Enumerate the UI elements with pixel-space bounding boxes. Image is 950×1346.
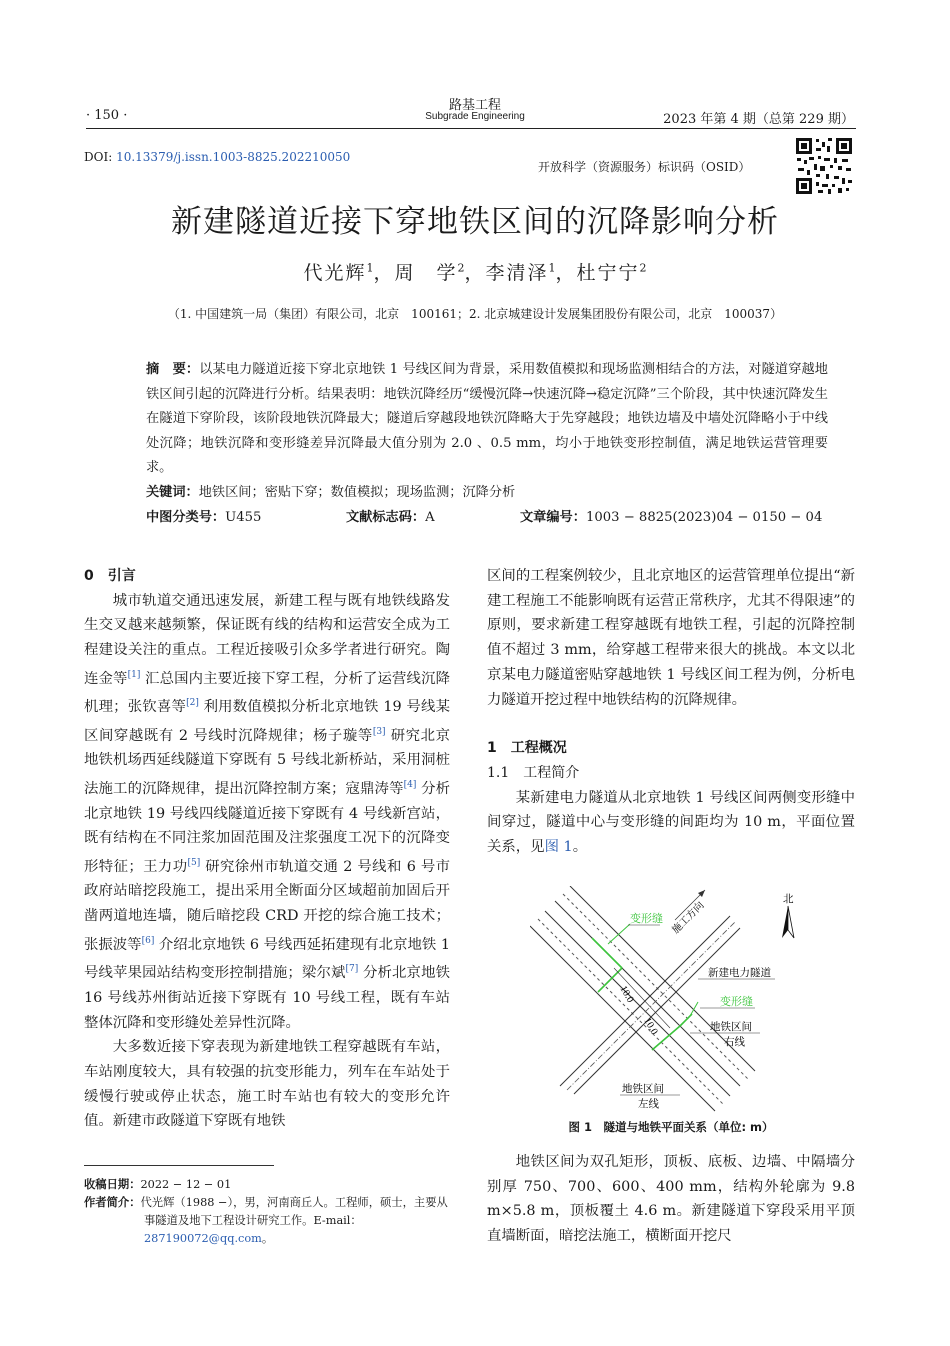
footnote xyxy=(84,1176,450,1248)
right-line-label-1: 地铁区间 xyxy=(710,1021,752,1033)
footnote-rule xyxy=(84,1165,274,1166)
citation-ref[interactable]: [7] xyxy=(345,964,359,975)
author-affil-sup: 1 xyxy=(548,261,556,275)
text-run: 城市轨道交通迅速发展，新建工程与既有地铁线路发生交叉越来越频繁，保证既有线的结构和运营安全成为工程建设关注的重点。工程近接吸引众多学者进行研究。陶连金等 xyxy=(84,592,450,687)
bio-text: 代光辉（1988 −），男，河南商丘人。工程师，硕士，主要从事隧道及地下工程设计研究工作。E-mail： xyxy=(140,1196,448,1227)
bio-end: 。 xyxy=(261,1232,274,1245)
keywords-text: 地铁区间；密贴下穿；数值模拟；现场监测；沉降分析 xyxy=(198,485,516,500)
right-paragraph-3: 地铁区间为双孔矩形，顶板、底板、边墙、中隔墙分别厚 750、700、600、400 mm，结构外轮廓为 9.8 m×5.8 m，顶板覆土 4.6 m。新建隧道下穿段采用平顶直墙断面，暗挖法施工，横断面开挖尺 xyxy=(487,1154,855,1245)
dimension-label: 10.0 xyxy=(617,984,636,1005)
author-list xyxy=(0,258,950,285)
qr-code-icon[interactable] xyxy=(794,136,854,196)
intro-paragraph-1 xyxy=(84,589,450,1036)
bio-label: 作者简介： xyxy=(84,1196,141,1209)
abstract-text: 以某电力隧道近接下穿北京地铁 1 号线区间为背景，采用数值模拟和现场监测相结合的方法，对隧道穿越地铁区间引起的沉降进行分析。结果表明：地铁沉降经历“缓慢沉降→快速沉降→稳定沉降”三个阶段，其中快速沉降发生在隧道下穿阶段，该阶段地铁沉降最大；隧道后穿越段地铁沉降略大于先穿越段；地铁边墙及中墙处沉降略小于中线处沉降；地铁沉降和变形缝差异沉降最大值分别为 2.0 、0.5 mm，均小于地铁变形控制值，满足地铁运营管理要求。 xyxy=(146,362,828,476)
abstract-label: 摘 要： xyxy=(146,362,200,377)
text-run: 利用数值模拟分析北京地铁 19 号线某区间穿越既有 2 号线时沉降规律；杨子璇等 xyxy=(84,699,450,744)
author-separator: ， xyxy=(464,262,486,284)
joint-label-2: 变形缝 xyxy=(720,995,753,1008)
text-run: 汇总国内主要近接下穿工程，分析了运营线沉降机理；张钦喜等 xyxy=(84,670,450,716)
journal-name-en: Subgrade Engineering xyxy=(425,111,525,122)
doc-code xyxy=(346,506,435,525)
clc-value: U455 xyxy=(225,510,262,525)
section-heading-overview: 1 工程概况 xyxy=(487,740,567,757)
subway-left-line xyxy=(530,911,730,1111)
affiliations: （1. 中国建筑一局（集团）有限公司，北京 100161；2. 北京城建设计发展集团股份有限公司，北京 100037） xyxy=(167,307,783,321)
header-rule xyxy=(86,128,856,129)
citation-ref[interactable]: [1] xyxy=(127,669,141,680)
left-column xyxy=(84,564,450,1134)
right-paragraph-2 xyxy=(487,786,855,860)
doi xyxy=(84,150,350,164)
author-email-link[interactable]: 287190072@qq.com xyxy=(144,1232,262,1245)
text-run: 某新建电力隧道从北京地铁 1 号线区间两侧变形缝中间穿过，隧道中心与变形缝的间距均为 10 m，平面位置关系，见 xyxy=(487,789,855,856)
paper-title: 新建隧道近接下穿地铁区间的沉降影响分析 xyxy=(171,204,779,240)
north-arrow-icon xyxy=(782,906,794,938)
author-bio xyxy=(84,1194,450,1248)
left-line-label-1: 地铁区间 xyxy=(622,1083,664,1095)
author-name: 周 学 xyxy=(394,262,458,284)
keywords-label: 关键词： xyxy=(146,485,199,500)
intro-paragraph-2: 大多数近接下穿表现为新建地铁工程穿越既有车站，车站刚度较大，具有较强的抗变形能力，列车在车站处于缓慢行驶或停止状态，施工时车站也有较大的变形允许值。新建市政隧道下穿既有地铁 xyxy=(84,1039,450,1130)
article-number-value: 1003 − 8825(2023)04 − 0150 − 04 xyxy=(585,510,823,525)
author-name: 杜宁宁 xyxy=(576,262,640,284)
citation-ref[interactable]: [4] xyxy=(403,780,417,791)
text-run: 分析北京地铁 16 号线苏州街站近接下穿既有 10 号线工程，既有车站整体沉降和变形缝处差异性沉降。 xyxy=(84,965,450,1031)
page-number: · 150 · xyxy=(86,108,128,123)
right-line-label-2: 右线 xyxy=(724,1036,745,1048)
left-line-label-2: 左线 xyxy=(638,1098,659,1110)
abstract xyxy=(116,358,828,481)
doc-code-label: 文献标志码： xyxy=(346,510,426,525)
figure-caption: 图 1 隧道与地铁平面关系（单位: m） xyxy=(568,1120,774,1134)
direction-label: 施工方向 xyxy=(670,900,707,937)
abstract-body xyxy=(116,358,828,481)
article-number xyxy=(520,506,822,525)
tunnel-label: 新建电力隧道 xyxy=(708,967,771,979)
citation-ref[interactable]: [2] xyxy=(186,698,199,709)
right-column-continued xyxy=(487,1150,855,1249)
author-name: 李清泽 xyxy=(485,262,549,284)
citation-ref[interactable]: [6] xyxy=(141,935,155,946)
clc-label: 中图分类号： xyxy=(146,510,226,525)
deformation-joint-marks xyxy=(592,924,698,1050)
doi-label: DOI: xyxy=(84,150,113,164)
author-separator: ， xyxy=(555,262,577,284)
received-date xyxy=(84,1176,450,1194)
citation-ref[interactable]: [5] xyxy=(187,857,201,868)
text-run: 研究徐州市轨道交通 2 号线和 6 号市政府站暗挖段施工，提出采用全断面分区域超前加固后开凿两道地连墙，随后暗挖段 CRD 开挖的综合施工技术；张振波等 xyxy=(84,858,450,953)
article-number-label: 文章编号： xyxy=(520,510,586,525)
text-run: 研究北京地铁机场西延线隧道下穿既有 5 号线北新桥站，采用洞桩法施工的沉降规律，提出沉降控制方案；寇鼎涛等 xyxy=(84,727,450,797)
right-paragraph-1: 区间的工程案例较少，且北京地区的运营管理单位提出“新建工程施工不能影响既有运营正常秩序，尤其不得限速”的原则，要求新建工程穿越既有地铁工程，引起的沉降控制值不超过 3 mm，给穿越工程带来很大的挑战。本文以北京某电力隧道密贴穿越地铁 1 号线区间工程为例，分析电力隧道开挖过程中地铁结构的沉降规律。 xyxy=(487,568,855,708)
figure-ref-link[interactable]: 图 1 xyxy=(544,839,573,856)
author-affil-sup: 2 xyxy=(639,261,647,275)
author-affil-sup: 2 xyxy=(457,261,465,275)
received-label: 收稿日期： xyxy=(84,1178,141,1191)
doi-link[interactable]: 10.13379/j.issn.1003-8825.202210050 xyxy=(116,150,351,164)
osid-label: 开放科学（资源服务）标识码（OSID） xyxy=(538,160,751,174)
received-value: 2022 − 12 − 01 xyxy=(140,1178,232,1191)
issue-info: 2023 年第 4 期（总第 229 期） xyxy=(663,112,854,127)
author-separator: ， xyxy=(373,262,395,284)
journal-name: 路基工程 xyxy=(448,98,501,113)
new-power-tunnel xyxy=(560,916,740,1094)
dimension-label: 10.0 xyxy=(641,1016,660,1037)
citation-ref[interactable]: [3] xyxy=(372,726,386,737)
text-run: 介绍北京地铁 6 号线西延拓建现有北京地铁 1 号线苹果园站结构变形控制措施；梁尔斌 xyxy=(84,936,450,982)
doc-code-value: A xyxy=(425,510,435,525)
north-label: 北 xyxy=(783,893,794,905)
joint-label-1: 变形缝 xyxy=(630,912,663,925)
subsection-heading-intro: 1.1 工程简介 xyxy=(487,764,580,781)
right-column xyxy=(487,564,855,860)
text-run: 分析北京地铁 19 号线四线隧道近接下穿既有 4 号线新宫站，既有结构在不同注浆加固范围及注浆强度工况下的沉降变形特征；王力功 xyxy=(84,780,450,875)
text-run: 。 xyxy=(572,839,588,856)
author-affil-sup: 1 xyxy=(366,261,374,275)
keywords xyxy=(146,481,515,500)
clc-number xyxy=(146,506,261,525)
section-heading-intro: 0 引言 xyxy=(84,568,136,584)
figure-1 xyxy=(530,886,830,1114)
author-name: 代光辉 xyxy=(303,262,367,284)
